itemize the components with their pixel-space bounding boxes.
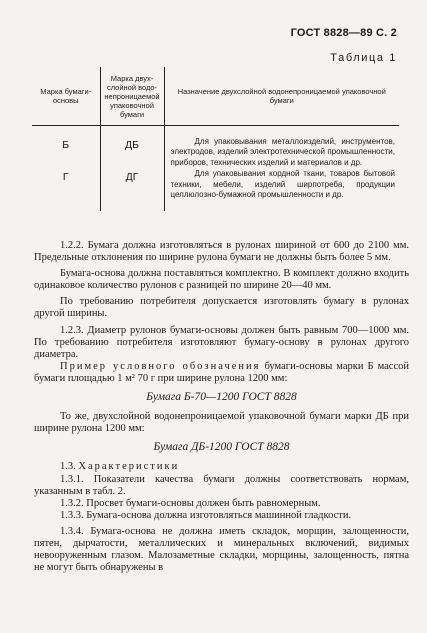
paragraph-1-3-1: 1.3.1. Показатели качества бумаги должны соответствовать нормам, указанным в табл. 2. xyxy=(34,473,409,497)
table-row xyxy=(32,169,399,211)
designation-example-2: Бумага ДБ-1200 ГОСТ 8828 xyxy=(153,441,290,454)
paragraph-1-3-4: 1.3.4. Бумага-основа не должна иметь складок, морщин, залощенности, пятен, дырчатости, металлических и минеральных включений, видимых невооруженным глазом. Малозаметные складки, морщины, залощенность, пятна не могут быть обнаружены в xyxy=(34,525,409,574)
body-text xyxy=(34,240,409,574)
designation-example-1: Бумага Б-70—1200 ГОСТ 8828 xyxy=(146,391,297,404)
cell-base: ДБ xyxy=(100,126,164,170)
paragraph-1-3-3: 1.3.3. Бумага-основа должна изготовляться машинной гладкости. xyxy=(60,509,352,521)
paragraph: По требованию потребителя допускается изготовлять бумагу в рулонах другой ширины. xyxy=(34,296,409,320)
spaced-term: Пример условного обозначения xyxy=(60,360,261,372)
paragraph-1-2-3: 1.2.3. Диаметр рулонов бумаги-основы должен быть равным 700—1000 мм. По требованию потребителя изготовляют бумагу-основу в рулонах другого диаметра. xyxy=(34,324,409,360)
section-number: 1.3. xyxy=(60,461,79,473)
paragraph: То же, двухслойной водонепроницаемой упаковочной бумаги марки ДБ при ширине рулона 1200 мм: xyxy=(34,411,409,435)
table-1 xyxy=(32,67,399,211)
cell-grade: Г xyxy=(62,171,69,184)
table-caption: Таблица 1 xyxy=(330,52,397,64)
col-header-purpose: Назначение двухслойной водонепроницаемой упаковочной бумаги xyxy=(164,67,399,126)
paragraph: Бумага-основа должна поставляться комплектно. В комплект должно входить одинаковое количество рулонов с разницей по ширине 20—40 мм. xyxy=(34,268,409,292)
paragraph-rest: бумаги-основы марки Б массой бумаги площадью 1 м² 70 г при ширине рулона 1200 мм: xyxy=(34,360,409,384)
paragraph-1-2-2: 1.2.2. Бумага должна изготовляться в рулонах шириной от 600 до 2100 мм. Предельные отклонения по ширине рулона бумаги не должны быть более 5 мм. xyxy=(34,240,409,264)
col-header-grade: Марка бумаги-основы xyxy=(32,67,100,126)
cell-purpose: Для упаковывания металлоизделий, инструментов, электродов, изделий электротехнической промышленности, приборов, технических изделий и материалов и др. xyxy=(170,137,395,167)
col-header-base: Марка двух-слойной водо-непроницаемой упаковочной бумаги xyxy=(100,67,164,126)
cell-purpose: Для упаковывания кордной ткани, товаров бытовой техники, мебели, изделий ширпотреба, продукции целлюлозно-бумажной промышленности и др. xyxy=(170,169,395,200)
running-header: ГОСТ 8828—89 С. 2 xyxy=(290,27,397,39)
section-title: Характеристики xyxy=(78,461,180,473)
table-header-row xyxy=(32,67,399,126)
paragraph-example-intro xyxy=(34,361,409,385)
section-heading-1-3 xyxy=(34,461,409,473)
table-row xyxy=(32,126,399,170)
paragraph-1-3-2: 1.3.2. Просвет бумаги-основы должен быть равномерным. xyxy=(60,497,321,509)
cell-grade: Б xyxy=(62,139,70,151)
cell-base: ДГ xyxy=(100,169,164,211)
